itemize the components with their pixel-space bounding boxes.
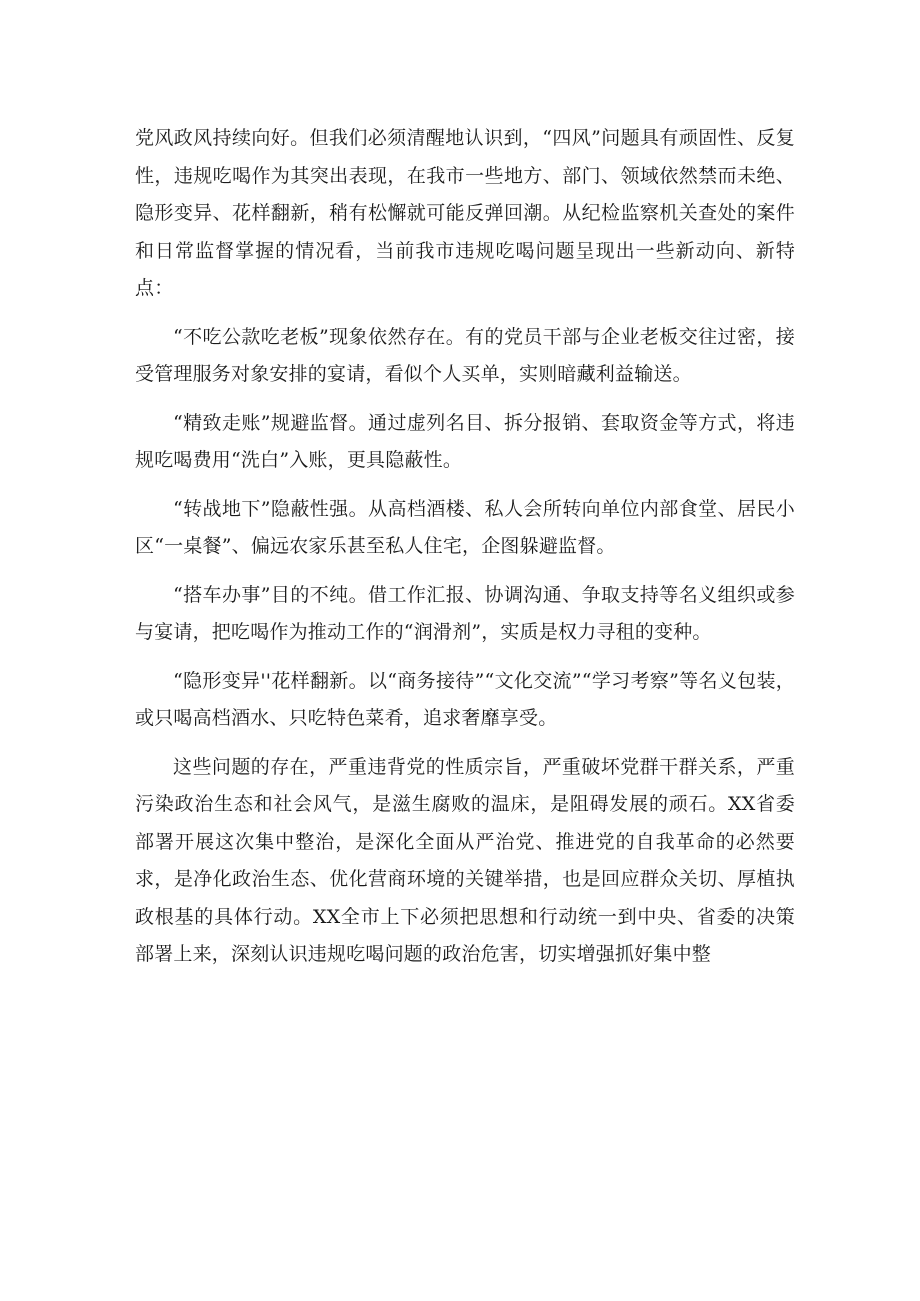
- paragraph-intro: 党风政风持续向好。但我们必须清醒地认识到，“四风”问题具有顽固性、反复性，违规吃喝作为其突出表现，在我市一些地方、部门、领域依然禁而未绝、隐形变异、花样翻新，稍有松懈就可能反弹回潮。从纪检监察机关查处的案件和日常监督掌握的情况看，当前我市违规吃喝问题呈现出一些新动向、新特点：: [135, 127, 795, 299]
- paragraph-point-3: “转战地下”隐蔽性强。从高档酒楼、私人会所转向单位内部食堂、居民小区“一桌餐”、偏远农家乐甚至私人住宅，企图躲避监督。: [135, 497, 795, 557]
- document-body: [135, 120, 795, 985]
- paragraph-conclusion: 这些问题的存在，严重违背党的性质宗旨，严重破坏党群干群关系，严重污染政治生态和社会风气，是滋生腐败的温床，是阻碍发展的顽石。XX省委部署开展这次集中整治，是深化全面从严治党、推进党的自我革命的必然要求，是净化政治生态、优化营商环境的关键举措，也是回应群众关切、厚植执政根基的具体行动。XX全市上下必须把思想和行动统一到中央、省委的决策部署上来，深刻认识违规吃喝问题的政治危害，切实增强抓好集中整: [135, 755, 795, 965]
- paragraph-point-5: “隐形变异''花样翻新。以“商务接待”“文化交流”“学习考察”等名义包装，或只喝高档酒水、只吃特色菜肴，追求奢靡享受。: [135, 669, 795, 729]
- paragraph-point-2: “精致走账”规避监督。通过虚列名目、拆分报销、套取资金等方式，将违规吃喝费用“洗白”入账，更具隐蔽性。: [135, 411, 795, 471]
- paragraph-point-4: “搭车办事”目的不纯。借工作汇报、协调沟通、争取支持等名义组织或参与宴请，把吃喝作为推动工作的“润滑剂”，实质是权力寻租的变种。: [135, 583, 795, 643]
- paragraph-point-1: “不吃公款吃老板”现象依然存在。有的党员干部与企业老板交往过密，接受管理服务对象安排的宴请，看似个人买单，实则暗藏利益输送。: [135, 325, 795, 385]
